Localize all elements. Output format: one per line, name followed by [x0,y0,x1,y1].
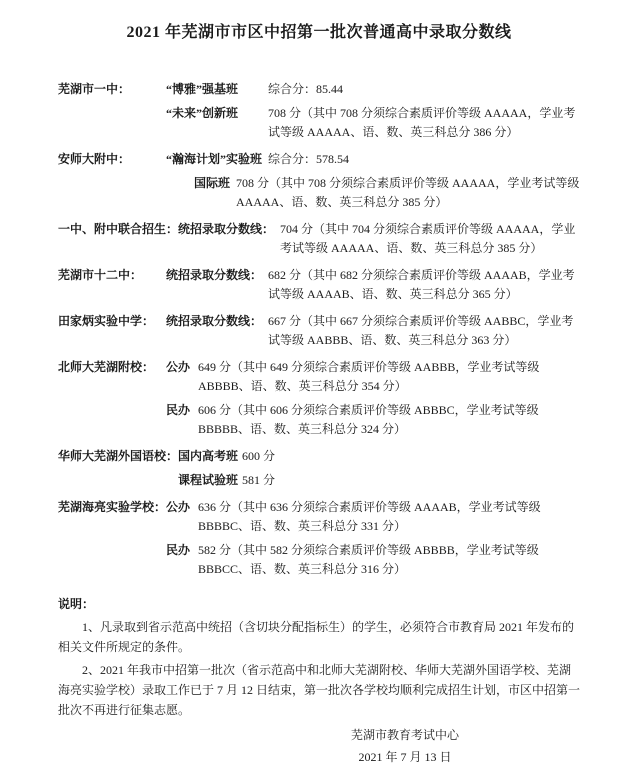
entry-label: 民办 [166,403,191,417]
entry-label: 统招录取分数线： [166,314,263,328]
entry-row [178,447,580,466]
school-entries [178,220,580,263]
entry-row [178,220,580,258]
entry-label: “瀚海计划”实验班 [166,152,263,166]
school-row [58,80,580,147]
entry-detail: 708 分（其中 708 分须综合素质评价等级 AAAAA，学业考试等级 AAAAA、语、数、英三科总分 386 分） [268,106,576,139]
school-entries [166,312,580,355]
entry-detail: 581 分 [242,473,276,487]
entry-label: “未来”创新班 [166,106,239,120]
school-name: 一中、附中联合招生： [58,222,179,236]
document-title: 2021 年芜湖市市区中招第一批次普通高中录取分数线 [126,24,512,41]
school-entries [166,358,580,444]
school-row [58,266,580,309]
entry-label: 课程试验班 [178,473,239,487]
school-row [58,358,580,444]
entry-label: “博雅”强基班 [166,82,239,96]
entry-label: 公办 [166,360,191,374]
entry-row [166,312,580,350]
entry-detail: 704 分（其中 704 分须综合素质评价等级 AAAAA，学业考试等级 AAAAA、语、数、英三科总分 385 分） [280,222,576,255]
entry-detail: 综合分：85.44 [268,82,344,96]
entry-detail: 582 分（其中 582 分须综合素质评价等级 ABBBB，学业考试等级 BBBCC、语、数、英三科总分 316 分） [198,543,539,576]
entry-row [166,266,580,304]
entry-label: 国际班 [194,176,231,190]
school-entries [166,80,580,147]
entry-detail: 682 分（其中 682 分须综合素质评价等级 AAAAB，学业考试等级 AAAAB、语、数、英三科总分 365 分） [268,268,575,301]
entry-label: 统招录取分数线： [178,222,275,236]
school-name: 芜湖海亮实验学校： [58,500,167,514]
school-entries [166,266,580,309]
school-row [58,220,580,263]
school-name: 芜湖市一中： [58,82,131,96]
notes-section [58,594,580,720]
entry-row [166,80,580,99]
school-row [58,447,580,495]
entry-label: 公办 [166,500,191,514]
school-name: 田家炳实验中学： [58,314,155,328]
entry-detail: 667 分（其中 667 分须综合素质评价等级 AABBC，学业考试等级 AABBB、语、数、英三科总分 363 分） [268,314,574,347]
entry-row [166,104,580,142]
entry-detail: 649 分（其中 649 分须综合素质评价等级 AABBB，学业考试等级 ABBBB、语、数、英三科总分 354 分） [198,360,540,393]
notes-heading: 说明： [58,597,95,611]
entry-row [166,401,580,439]
entry-label: 统招录取分数线： [166,268,263,282]
issuing-organization: 芜湖市教育考试中心 [350,728,459,742]
entry-label: 国内高考班 [178,449,239,463]
school-name: 安师大附中： [58,152,131,166]
entry-row [166,541,580,579]
school-entries [166,498,580,584]
entry-row [166,498,580,536]
school-row [58,150,580,217]
school-entries [166,150,580,217]
issue-date: 2021 年 7 月 13 日 [358,750,452,764]
school-name: 华师大芜湖外国语校： [58,449,179,463]
entry-row [166,358,580,396]
entry-row [178,471,580,490]
school-name: 芜湖市十二中： [58,268,143,282]
school-entries [178,447,580,495]
school-row [58,312,580,355]
school-name: 北师大芜湖附校： [58,360,155,374]
entry-detail: 636 分（其中 636 分须综合素质评价等级 AAAAB，学业考试等级 BBBBC、语、数、英三科总分 331 分） [198,500,541,533]
entry-detail: 综合分：578.54 [268,152,350,166]
entry-detail: 708 分（其中 708 分须综合素质评价等级 AAAAA，学业考试等级 AAAAA、语、数、英三科总分 385 分） [236,176,580,209]
entry-row [194,174,580,212]
note-item: 1、凡录取到省示范高中统招（含切块分配指标生）的学生，必须符合市教育局 2021 年发布的相关文件所规定的条件。 [58,620,575,654]
signature-block [230,726,580,767]
note-item: 2、2021 年我市中招第一批次（省示范高中和北师大芜湖附校、华师大芜湖外国语学校、芜湖海亮实验学校）录取工作已于 7 月 12 日结束，第一批次各学校均顺利完成招生计划，市区中招第一批次不再进行征集志愿。 [58,663,581,717]
school-row [58,498,580,584]
entry-detail: 606 分（其中 606 分须综合素质评价等级 ABBBC，学业考试等级 BBBBB、语、数、英三科总分 324 分） [198,403,539,436]
entry-row [166,150,580,169]
entry-detail: 600 分 [242,449,276,463]
entry-label: 民办 [166,543,191,557]
